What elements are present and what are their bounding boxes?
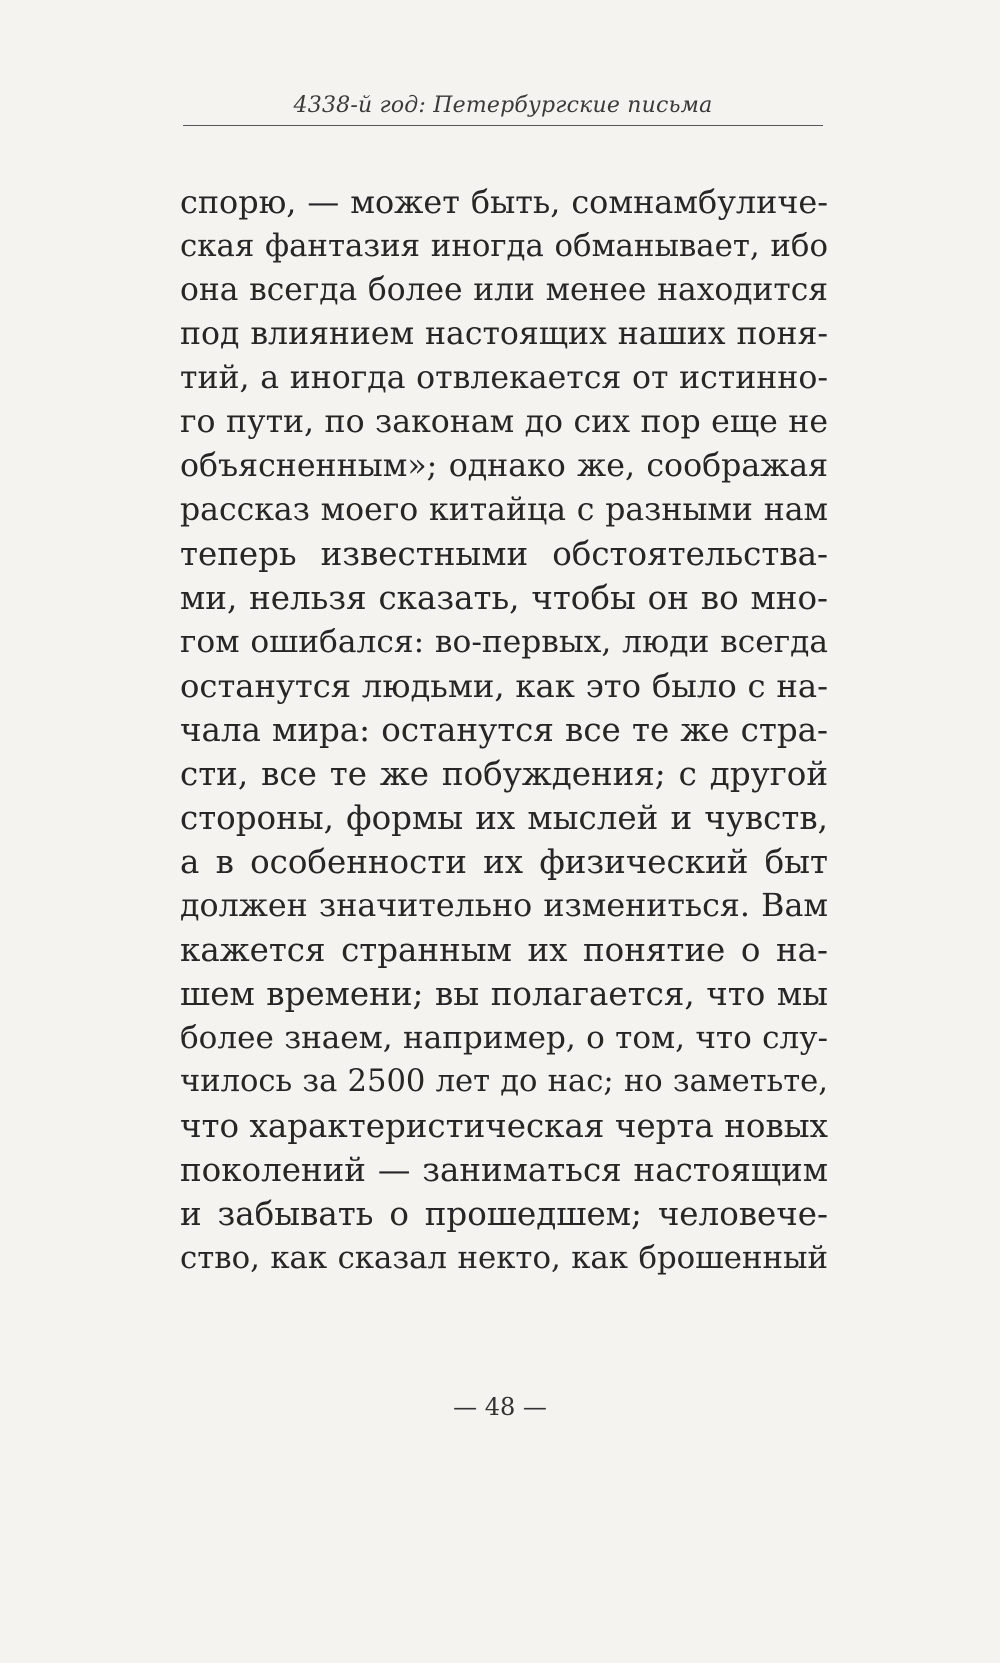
text-line: останутся людьми, как это было с на- [180,667,828,705]
text-line: должен значительно измениться. Вам [180,888,828,924]
text-line: ство, как сказал некто, как брошенный [180,1240,828,1276]
body-text [180,180,828,1280]
header-rule [183,125,823,126]
text-line: спорю, — может быть, сомнамбуличе- [180,183,828,221]
text-line: чилось за 2500 лет до нас; но заметьте, [180,1064,828,1099]
text-line: а в особенности их физический быт [180,843,828,881]
text-line: гом ошибался: во-первых, люди всегда [180,624,828,660]
text-line: что характеристическая черта новых [180,1107,828,1145]
text-line: рассказ моего китайца с разными нам [180,492,828,528]
text-line: ми, нельзя сказать, чтобы он во мно- [180,579,828,617]
text-line: объясненным»; однако же, соображая [180,448,828,484]
text-line: теперь известными обстоятельства- [180,535,828,573]
text-line: более знаем, например, о том, что слу- [180,1020,828,1056]
text-line: поколений — заниматься настоящим [180,1151,828,1189]
text-line: шем времени; вы полагается, что мы [180,975,828,1013]
text-line: стороны, формы их мыслей и чувств, [180,799,828,837]
running-head: 4338-й год: Петербургские письма [293,93,713,118]
text-line: под влиянием настоящих наших поня- [180,316,828,352]
text-line: кажется странным их понятие о на- [180,931,828,969]
text-line: сти, все те же побуждения; с другой [180,755,828,793]
text-line: тий, а иногда отвлекается от истинно- [180,360,828,396]
text-line: она всегда более или менее находится [180,272,828,308]
text-line: чала мира: останутся все те же стра- [180,711,828,749]
text-line: го пути, по законам до сих пор еще не [180,404,828,440]
page-number: — 48 — [453,1393,547,1421]
text-line: ская фантазия иногда обманывает, ибо [180,228,828,264]
text-line: и забывать о прошедшем; человече- [180,1195,828,1233]
